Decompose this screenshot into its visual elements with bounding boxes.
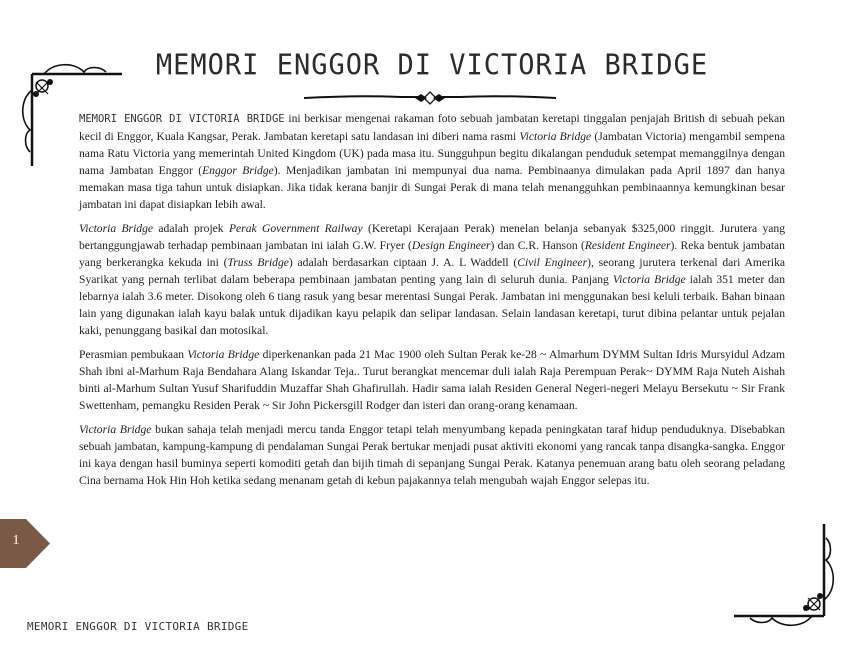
paragraph-impact: Victoria Bridge bukan sahaja telah menjadi mercu tanda Enggor tetapi telah menyumbang kepada peningkatan taraf hidup penduduknya. Disebabkan sebuah jambatan, kampung-kampung di pendalaman Sungai Perak bertukar menjadi pusat aktiviti ekonomi yang rancak tanpa disangka-sangka. Enggor ini kaya dengan hasil buminya seperti komoditi getah dan bijih timah di sepanjang Sungai Perak. Katanya penemuan arang batu oleh seorang peladang Cina bernama Hok Hin Hoh ketika sedang menanam getah di kebun pajakannya telah mengubah wajah Enggor selepas itu.: [79, 423, 786, 487]
footer-title: MEMORI ENGGOR DI VICTORIA BRIDGE: [27, 620, 249, 633]
inline-title: MEMORI ENGGOR DI VICTORIA BRIDGE: [79, 113, 285, 125]
paragraph-opening: Perasmian pembukaan Victoria Bridge diperkenankan pada 21 Mac 1900 oleh Sultan Perak ke-28 ~ Almarhum DYMM Sultan Idris Mursyidul Adzam Shah ibni al-Marhum Raja Bendahara Alang Iskandar Teja.. Turut berangkat mencemar duli ialah Raja Perempuan Perak~ DYMM Raja Nuteh Aishah binti al-Marhum Sultan Yusuf Sharifuddin Muzaffar Shah Ghafirullah. Hadir sama ialah Residen General Negeri-negeri Melayu Bersekutu ~ Sir Frank Swettenham, pemangku Residen Perak ~ Sir John Pickersgill Rodger dan isteri dan orang-orang kenamaan.: [79, 348, 786, 412]
paragraph-construction: Victoria Bridge adalah projek Perak Government Railway (Keretapi Kerajaan Perak) menelan belanja sebanyak $325,000 ringgit. Jurutera yang bertanggungjawab terhadap pembinaan jambatan ini ialah G.W. Fryer (Design Engineer) dan C.R. Hanson (Resident Engineer). Reka bentuk jambatan yang berkerangka kekuda ini (Truss Bridge) adalah berdasarkan ciptaan J. A. L Waddell (Civil Engineer), seorang jurutera terkenal dari Amerika Syarikat yang pernah terlibat dalam beberapa pembinaan jambatan penting yang lain di seluruh dunia. Panjang Victoria Bridge ialah 351 meter dan lebarnya ialah 3.6 meter. Disokong oleh 6 tiang rasuk yang besar merentasi Sungai Perak. Jambatan ini menggunakan besi keluli terbaik. Bahan binaan lain yang digunakan ialah kayu balak untuk dijadikan kayu pelapik dan selipar landasan. Selain landasan keretapi, turut dibina pelantar untuk pejalan kaki, penunggang basikal dan motosikal.: [79, 222, 786, 337]
page-number: 1: [12, 533, 20, 548]
bottom-right-corner-ornament: [730, 520, 842, 630]
page-title: MEMORI ENGGOR DI VICTORIA BRIDGE: [155, 49, 709, 82]
article-body: [79, 110, 785, 496]
paragraph-intro: MEMORI ENGGOR DI VICTORIA BRIDGE ini berkisar mengenai rakaman foto sebuah jambatan keretapi tinggalan penjajah British di sebuah pekan kecil di Enggor, Kuala Kangsar, Perak. Jambatan keretapi satu landasan ini diberi nama rasmi Victoria Bridge (Jambatan Victoria) mengambil sempena nama Ratu Victoria yang memerintah United Kingdom (UK) pada masa itu. Sungguhpun begitu dikalangan penduduk setempat memanggilnya dengan nama Jambatan Enggor (Enggor Bridge). Menjadikan jambatan ini mempunyai dua nama. Pembinaanya dimulakan pada April 1897 dan hanya memakan masa tiga tahun untuk disiapkan. Jika tidak kerana banjir di Sungai Perak di mana telah menangguhkan pembinaannya kemungkinan besar jambatan ini dapat disiapkan lebih awal.: [79, 112, 786, 211]
title-divider-ornament: [300, 90, 560, 106]
page-number-tab: [0, 519, 50, 568]
